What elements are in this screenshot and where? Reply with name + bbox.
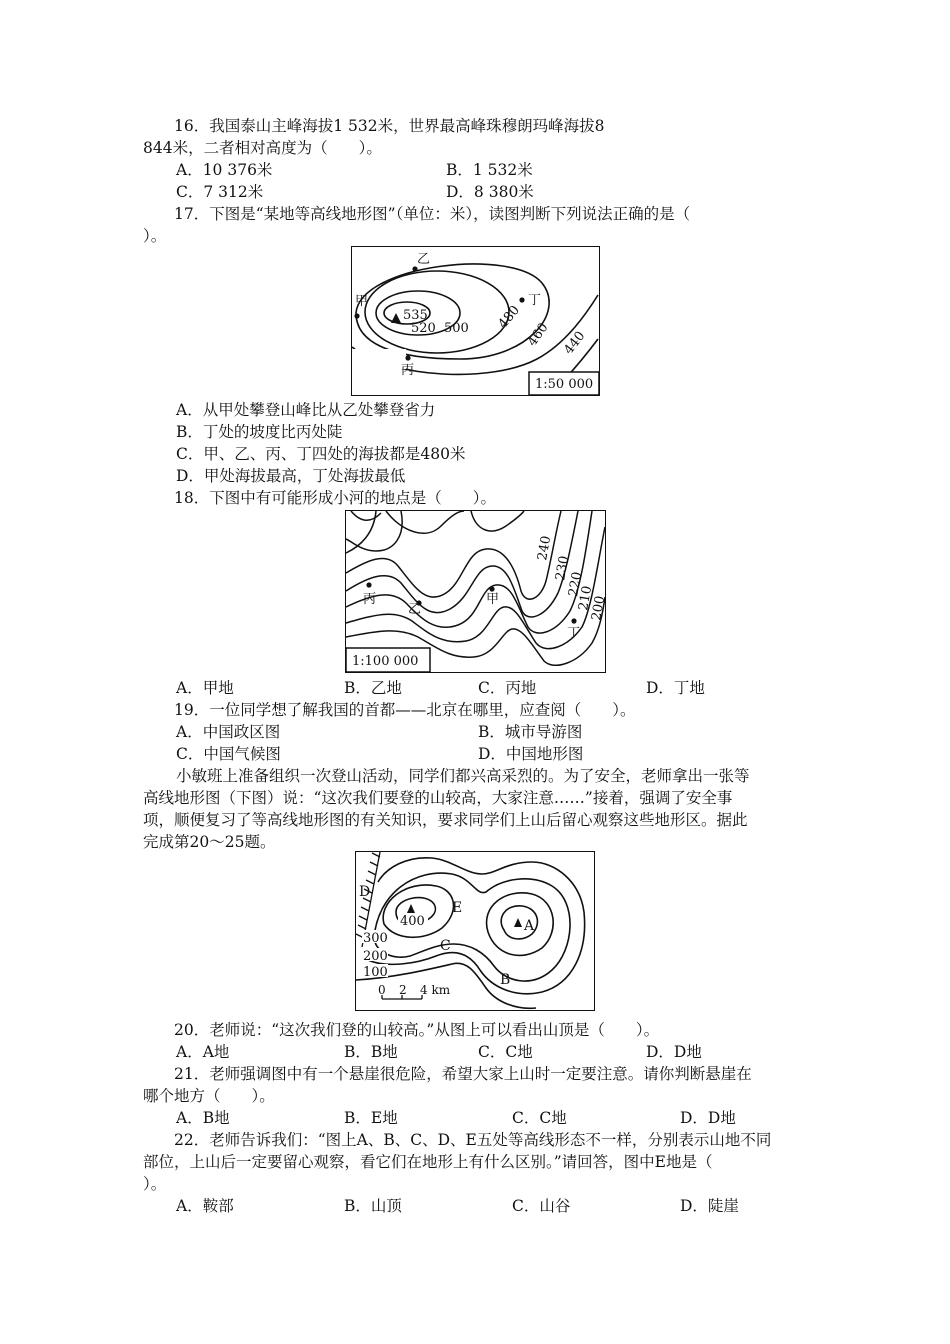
q20-option-b: B．B地 [344,1043,398,1061]
point-bing-dot [405,355,410,360]
point-yi-label: 乙 [408,602,422,617]
q19-option-b: B．城市导游图 [478,723,583,741]
q19-option-d: D．中国地形图 [478,745,584,763]
contour-240-line [346,511,561,599]
q22-stem-line3: ）。 [143,1175,167,1193]
label-220: 220 [566,570,586,598]
q17-option-a: A．从甲处攀登山峰比从乙处攀登省力 [176,401,436,419]
label-e: E [452,900,463,916]
point-ding-label: 丁 [567,626,581,641]
q22-stem-line2: 部位，上山后一定要留心观察，看它们在地形上有什么区别。”请回答，图中E地是（ [143,1153,713,1171]
q22-option-b: B．山顶 [344,1197,402,1215]
point-yi-label: 乙 [417,252,431,267]
q22-option-a: A．鞍部 [176,1197,234,1215]
point-ding-label: 丁 [528,293,542,308]
q17-option-b: B．丁处的坡度比丙处陡 [176,423,343,441]
label-b: B [500,972,511,988]
label-520: 520 [411,321,436,336]
q17-contour-map [351,246,600,396]
summit-left-triangle-icon [407,904,415,913]
q19-option-c: C．中国气候图 [176,745,281,763]
q19-stem: 19．一位同学想了解我国的首都——北京在哪里，应查阅（ ）。 [174,701,636,719]
point-bing-label: 丙 [401,363,415,378]
label-210: 210 [576,584,596,612]
q21-option-d: D．D地 [680,1109,736,1127]
q16-option-d: D．8 380米 [446,183,534,201]
q18-option-d: D．丁地 [646,679,705,697]
label-d: D [359,884,371,900]
q21-option-a: A．B地 [176,1109,230,1127]
peak-triangle-icon [391,313,401,323]
q18-contour-map [345,510,609,673]
label-440: 440 [561,328,589,358]
point-ding-dot [519,297,524,302]
passage-line2: 高线地形图（下图）说：“这次我们要登的山较高，大家注意……”接着，强调了安全事 [143,789,733,807]
passage-contour-map [355,851,595,1011]
q16-option-a: A．10 376米 [176,161,273,179]
q17-option-d: D．甲处海拔最高，丁处海拔最低 [176,467,406,485]
contour-230-line [346,511,578,617]
q20-option-a: A．A地 [176,1043,230,1061]
q17-scale: 1:50 000 [535,377,594,392]
q22-option-d: D．陡崖 [680,1197,739,1215]
contour-500-ring [365,271,509,353]
q16-stem-line2: 844米，二者相对高度为（ ）。 [143,139,382,157]
label-200: 200 [363,949,388,964]
q21-stem-line2: 哪个地方（ ）。 [143,1087,275,1105]
q18-option-c: C．丙地 [478,679,537,697]
label-300: 300 [363,931,388,946]
q18-option-b: B．乙地 [344,679,402,697]
q20-stem: 20．老师说：“这次我们登的山较高。”从图上可以看出山顶是（ ）。 [174,1021,660,1039]
q17-stem-line2: ）。 [143,227,167,245]
q22-stem-line1: 22．老师告诉我们：“图上A、B、C、D、E五处等高线形态不一样，分别表示山地不同 [174,1131,772,1149]
q18-stem: 18．下图中有可能形成小河的地点是（ ）。 [174,489,496,507]
scale-4km: 4 km [420,983,451,997]
q22-option-c: C．山谷 [512,1197,571,1215]
scale-2: 2 [399,983,407,997]
label-480: 480 [495,302,524,332]
point-bing-label: 丙 [363,592,377,607]
q17-stem-line1: 17．下图是“某地等高线地形图”（单位：米），读图判断下列说法正确的是（ [174,205,691,223]
label-400: 400 [400,914,425,929]
q19-option-a: A．中国政区图 [176,723,281,741]
label-c: C [440,938,451,954]
contour-small-2 [386,511,464,533]
label-535: 535 [403,308,428,323]
point-jia-dot [354,313,359,318]
point-ding-dot [571,618,576,623]
q16-option-b: B．1 532米 [446,161,533,179]
scale-0: 0 [378,983,386,997]
q21-option-b: B．E地 [344,1109,398,1127]
label-200: 200 [589,594,609,622]
q17-option-c: C．甲、乙、丙、丁四处的海拔都是480米 [176,445,466,463]
summit-a-triangle-icon [514,918,522,927]
q21-stem-line1: 21．老师强调图中有一个悬崖很危险，希望大家上山时一定要注意。请你判断悬崖在 [174,1065,752,1083]
label-100: 100 [363,965,388,980]
passage-line4: 完成第20～25题。 [143,833,276,851]
point-bing-dot [366,582,371,587]
q16-stem-line1: 16．我国泰山主峰海拔1 532米，世界最高峰珠穆朗玛峰海拔8 [174,117,605,135]
point-jia-dot [489,586,494,591]
passage-line1: 小敏班上准备组织一次登山活动，同学们都兴高采烈的。为了安全，老师拿出一张等 [176,767,750,785]
label-500: 500 [444,321,469,336]
point-jia-label: 甲 [355,294,369,309]
point-jia-label: 甲 [486,592,500,607]
contour-upper-1 [346,511,402,551]
label-460: 460 [524,320,552,350]
q20-option-d: D．D地 [646,1043,702,1061]
q16-option-c: C．7 312米 [176,183,264,201]
label-240: 240 [535,534,555,562]
q20-option-c: C．C地 [478,1043,533,1061]
label-230: 230 [553,554,573,582]
point-yi-dot [412,266,417,271]
q21-option-c: C．C地 [512,1109,567,1127]
label-a: A [524,918,535,934]
q18-scale: 1:100 000 [352,654,419,669]
passage-line3: 项，顺便复习了等高线地形图的有关知识，要求同学们上山后留心观察这些地形区。据此 [143,811,748,829]
contour-upper-2 [471,511,524,531]
q18-option-a: A．甲地 [176,679,234,697]
